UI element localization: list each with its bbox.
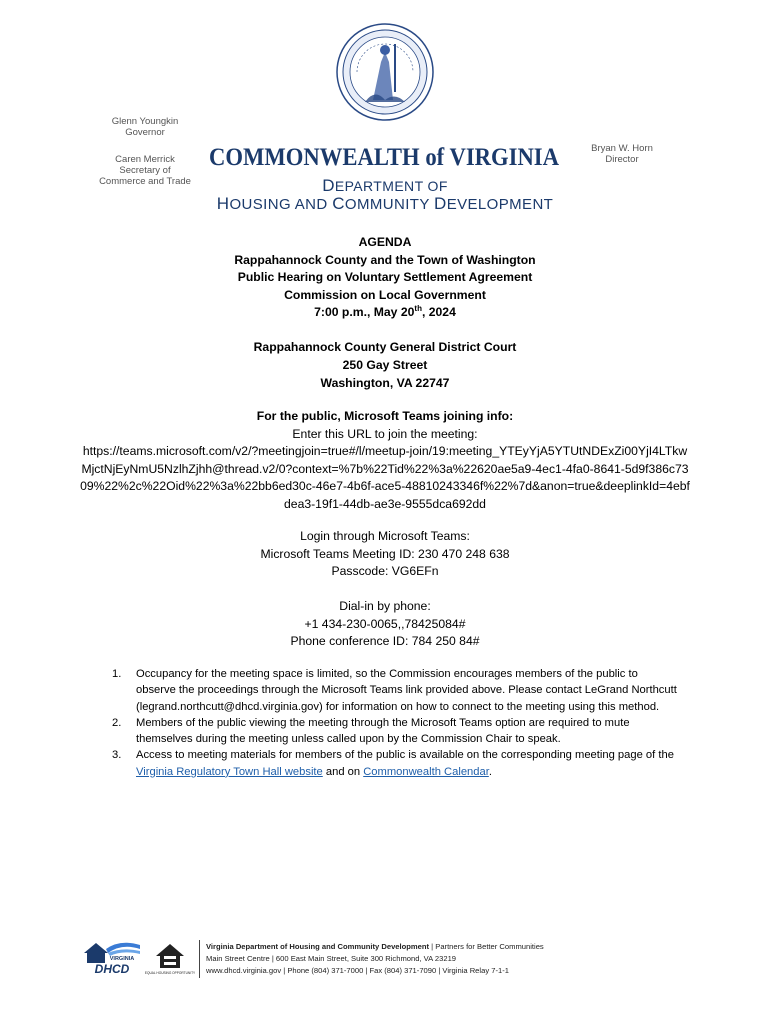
director-name: Bryan W. Horn: [591, 143, 653, 154]
secretary-title-1: Secretary of: [119, 165, 171, 176]
list-item: 3. Access to meeting materials for members of the public is available on the corresponding meeting page of the Virginia Regulatory Town Hall website and on Commonwealth Calendar.: [112, 749, 674, 778]
governor-name: Glenn Youngkin: [111, 116, 179, 127]
agenda-items: [100, 666, 680, 780]
agenda-header: [100, 234, 670, 322]
right-officials: [570, 143, 674, 165]
dial-line-1: Dial-in by phone:: [339, 599, 431, 613]
equal-housing-icon: [144, 940, 196, 976]
footer-org-line: Virginia Department of Housing and Community Development | Partners for Better Communities: [206, 942, 544, 951]
agenda-line-3: Commission on Local Government: [284, 287, 486, 302]
meeting-id: Microsoft Teams Meeting ID: 230 470 248 638: [260, 546, 510, 561]
agenda-line-1: Rappahannock County and the Town of Washington: [234, 252, 536, 267]
dhcd-logo-icon: [82, 937, 142, 975]
agenda-time: 7:00 p.m., May 20th, 2024: [314, 303, 456, 319]
commonwealth-text: COMMONWEALTH of VIRGINIA: [209, 144, 559, 171]
passcode: Passcode: VG6EFn: [331, 564, 439, 578]
teams-instruction: Enter this URL to join the meeting:: [292, 426, 478, 441]
login-info: [100, 528, 670, 581]
venue: [100, 338, 670, 392]
town-hall-link[interactable]: Virginia Regulatory Town Hall website: [136, 765, 323, 778]
login-line-1: Login through Microsoft Teams:: [300, 529, 470, 543]
director-title: Director: [605, 154, 639, 165]
commonwealth-wordmark: [207, 139, 562, 173]
left-officials: [70, 116, 220, 203]
dial-in-info: [100, 598, 670, 651]
footer-divider: [199, 940, 200, 978]
secretary-title-2: Commerce and Trade: [99, 176, 191, 187]
commonwealth-calendar-link[interactable]: Commonwealth Calendar: [363, 765, 489, 778]
dial-conference-id: Phone conference ID: 784 250 84#: [290, 634, 480, 648]
eho-text: EQUAL HOUSING OPPORTUNITY: [144, 971, 196, 975]
footer-contact: www.dhcd.virginia.gov | Phone (804) 371-7000 | Fax (804) 371-7090 | Virginia Relay 7-1-1: [206, 966, 509, 975]
secretary-name: Caren Merrick: [115, 154, 175, 165]
list-item: 2. Members of the public viewing the meeting through the Microsoft Teams option are required to mute themselves during the meeting unless called upon by the Commission Chair to speak.: [112, 716, 630, 746]
virginia-seal-icon: [335, 22, 435, 122]
teams-heading: For the public, Microsoft Teams joining info:: [256, 409, 514, 423]
dhcd-logo-abbr: DHCD: [94, 962, 130, 976]
venue-city: Washington, VA 22747: [320, 376, 450, 390]
footer-address: Main Street Centre | 600 East Main Street, Suite 300 Richmond, VA 23219: [206, 954, 457, 963]
dial-phone: +1 434-230-0065,,78425084#: [304, 616, 466, 631]
governor-title: Governor: [125, 127, 165, 138]
venue-street: 250 Gay Street: [342, 358, 428, 372]
department-line-1: DEPARTMENT OF: [322, 176, 448, 195]
agenda-line-2: Public Hearing on Voluntary Settlement Agreement: [237, 270, 533, 284]
venue-name: Rappahannock County General District Court: [253, 340, 517, 354]
teams-info: [80, 408, 690, 513]
department-line-2: HOUSING AND COMMUNITY DEVELOPMENT: [216, 194, 554, 213]
agenda-title: AGENDA: [358, 235, 412, 249]
department-name: [200, 177, 570, 214]
teams-url[interactable]: https://teams.microsoft.com/v2/?meetingjoin=true#/l/meetup-join/19:meeting_YTEyYjA5YTUtNDExZi00YjI4LTkwMjctNjEyNmU5NzlhZjhh@thread.v2/0?context=%7b%22Tid%22%3a%22620ae5a9-4ec1-4fa0-8641-5d9f386c7309%22%2c%22Oid%22%3a%22bb6ed30c-46e7-4b6f-ace5-48810243346f%22%7d&anon=true&deeplinkId=4ebfdea3-19f1-44db-ae3e-9555dca692dd: [80, 444, 690, 511]
list-item: 1. Occupancy for the meeting space is limited, so the Commission encourages members of the public to observe the proceedings through the Microsoft Teams link provided above. Please contact LeGrand Northcutt (legrand.northcutt@dhcd.virginia.gov) for information on how to connect to the meeting using this method.: [112, 668, 677, 713]
footer-text: [206, 941, 686, 977]
dhcd-logo-text: VIRGINIA: [109, 956, 135, 962]
